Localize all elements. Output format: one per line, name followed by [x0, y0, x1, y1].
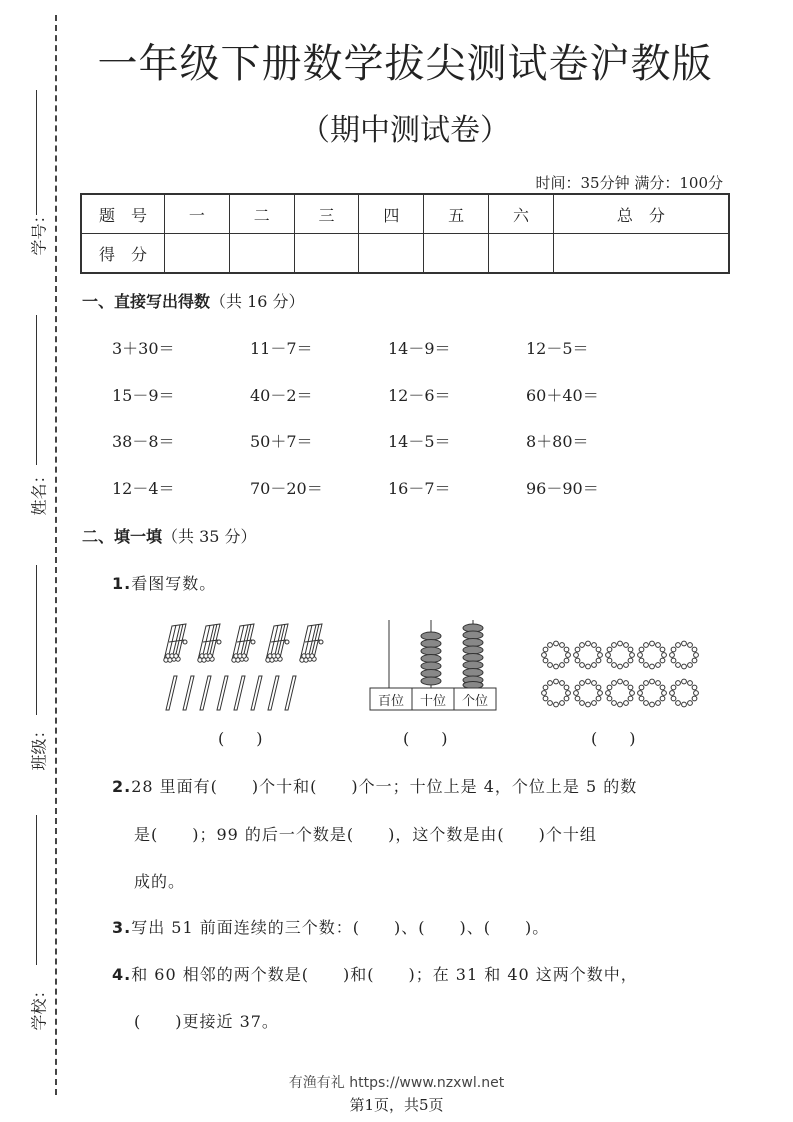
- calc-problem: 3＋30＝: [112, 339, 175, 358]
- score-table-header-row: [81, 194, 729, 234]
- question-4: [112, 962, 638, 985]
- score-input[interactable]: [424, 234, 489, 274]
- class-label: 班级：: [29, 722, 49, 771]
- calc-problem: 50＋7＝: [250, 432, 313, 451]
- school-line[interactable]: [36, 815, 37, 965]
- student-id-line[interactable]: [36, 90, 37, 215]
- question-text: 写出 51 前面连续的三个数：( )、( )、( )。: [131, 918, 550, 937]
- question-2-line3: 成的。: [134, 872, 186, 891]
- score-cell: 得 分: [81, 234, 165, 274]
- score-input[interactable]: [553, 234, 729, 274]
- abacus-label-ones: 个位: [461, 694, 488, 709]
- page-subtitle: （期中测试卷）: [300, 113, 510, 148]
- question-3: [112, 915, 549, 938]
- score-input[interactable]: [229, 234, 294, 274]
- answer-blank-sticks[interactable]: ( ): [218, 729, 263, 748]
- section2-points: （共 35 分）: [162, 527, 257, 546]
- section2-title: 二、填一填: [82, 527, 163, 546]
- question-number: 3.: [112, 918, 132, 937]
- abacus-label-hundreds: 百位: [377, 694, 404, 709]
- question-number: 1.: [112, 574, 132, 593]
- single-sticks: [166, 676, 296, 710]
- calc-problem: 70－20＝: [250, 479, 323, 498]
- name-label: 姓名：: [29, 467, 49, 516]
- score-input[interactable]: [359, 234, 424, 274]
- score-cell: 五: [424, 194, 489, 234]
- calc-problem: 8＋80＝: [526, 432, 589, 451]
- calc-problem: 96－90＝: [526, 479, 599, 498]
- section1-points: （共 16 分）: [210, 292, 305, 311]
- page-title: 一年级下册数学拔尖测试卷沪教版: [97, 41, 713, 87]
- calc-problem: 14－9＝: [388, 339, 451, 358]
- calc-problem: 40－2＝: [250, 386, 313, 405]
- score-cell: 二: [229, 194, 294, 234]
- student-id-label: 学号：: [29, 207, 49, 256]
- question-1: [112, 571, 216, 594]
- question-number: 4.: [112, 965, 132, 984]
- stick-bundles-figure: [160, 618, 335, 713]
- calc-problem: 16－7＝: [388, 479, 451, 498]
- calc-problem: 60＋40＝: [526, 386, 599, 405]
- stick-bundle-icon: [164, 624, 187, 662]
- question-number: 2.: [112, 777, 132, 796]
- score-table: [80, 193, 730, 274]
- calc-problem: 12－4＝: [112, 479, 175, 498]
- score-input[interactable]: [294, 234, 359, 274]
- score-cell: 六: [489, 194, 554, 234]
- answer-blank-abacus[interactable]: ( ): [403, 729, 448, 748]
- calc-problem: 12－5＝: [526, 339, 589, 358]
- cut-line: [55, 15, 57, 1095]
- score-cell: 总 分: [553, 194, 729, 234]
- question-text: 看图写数。: [131, 574, 217, 593]
- school-label: 学校：: [29, 982, 49, 1031]
- section2-heading: [82, 524, 257, 547]
- section1-heading: [82, 289, 305, 312]
- exam-meta: 时间：35分钟 满分：100分: [535, 174, 723, 192]
- question-text: 和 60 相邻的两个数是( )和( )；在 31 和 40 这两个数中，: [131, 965, 638, 984]
- page-number: 第1页，共5页: [349, 1096, 444, 1114]
- score-input[interactable]: [165, 234, 230, 274]
- score-cell: 四: [359, 194, 424, 234]
- calc-problem: 38－8＝: [112, 432, 175, 451]
- question-2: [112, 774, 637, 797]
- abacus-labels: [370, 690, 496, 709]
- abacus-label-tens: 十位: [419, 694, 446, 709]
- calc-problem: 14－5＝: [388, 432, 451, 451]
- bead-rings-figure: [540, 638, 705, 710]
- score-cell: 一: [165, 194, 230, 234]
- calc-problem: 11－7＝: [250, 339, 313, 358]
- question-2-line2: 是( )；99 的后一个数是( )，这个数是由( )个十组: [134, 825, 597, 844]
- calc-problem: 12－6＝: [388, 386, 451, 405]
- answer-blank-rings[interactable]: ( ): [591, 729, 636, 748]
- name-line[interactable]: [36, 315, 37, 465]
- section1-title: 一、直接写出得数: [82, 292, 211, 311]
- score-cell: 题 号: [81, 194, 165, 234]
- score-input[interactable]: [489, 234, 554, 274]
- watermark: 有渔有礼 https://www.nzxwl.net: [288, 1075, 505, 1091]
- question-4-line2: ( )更接近 37。: [134, 1012, 279, 1031]
- calc-problem: 15－9＝: [112, 386, 175, 405]
- score-cell: 三: [294, 194, 359, 234]
- class-line[interactable]: [36, 565, 37, 715]
- question-text: 28 里面有( )个十和( )个一；十位上是 4，个位上是 5 的数: [131, 777, 638, 796]
- score-table-score-row: [81, 234, 729, 274]
